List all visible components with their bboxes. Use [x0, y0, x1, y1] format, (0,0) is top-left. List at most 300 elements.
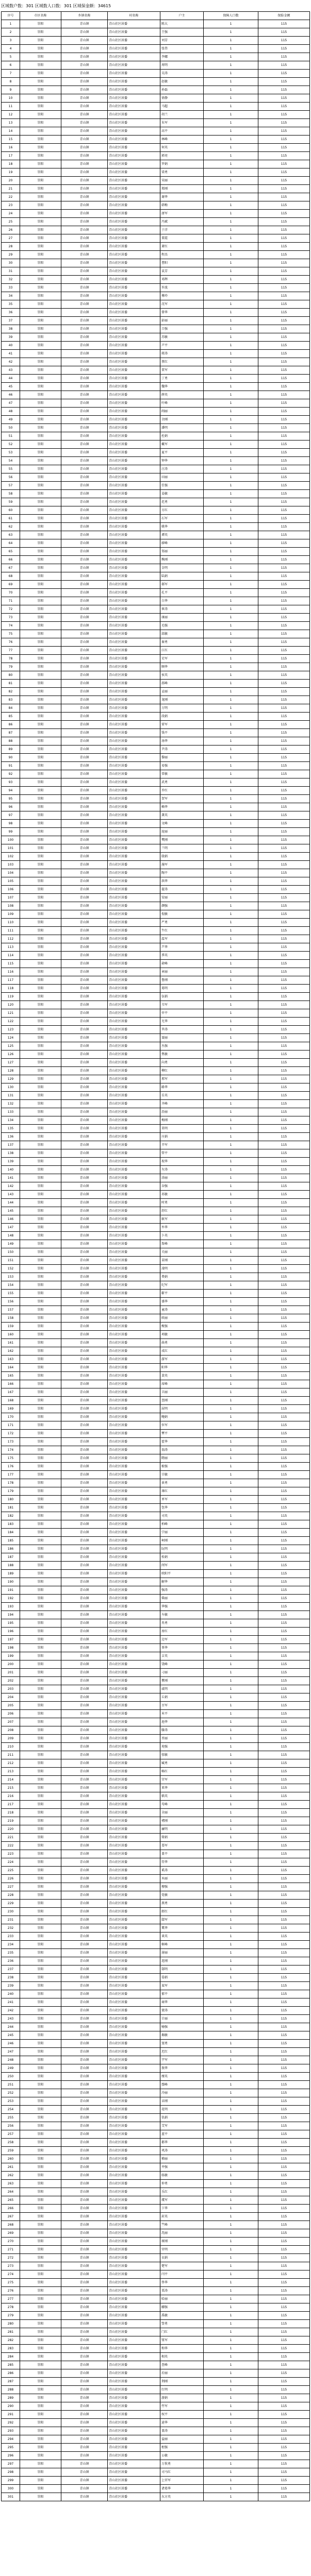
cell-city: 崇阳 — [20, 1636, 61, 1644]
cell-amount: 115 — [258, 572, 310, 581]
cell-insured-count: 1 — [204, 2064, 258, 2073]
table-row — [2, 2031, 310, 2040]
cell-village: 青山社区居委 — [108, 2262, 160, 2270]
cell-insured-count: 1 — [204, 1537, 258, 1545]
cell-amount: 115 — [258, 2369, 310, 2378]
cell-village: 青山社区居委 — [108, 581, 160, 589]
cell-city: 崇阳 — [20, 1141, 61, 1149]
cell-city: 崇阳 — [20, 2221, 61, 2229]
cell-insured-count: 1 — [204, 2081, 258, 2089]
cell-insured-count: 1 — [204, 1933, 258, 1941]
cell-town: 青山镇 — [61, 886, 108, 894]
table-row — [2, 795, 310, 803]
cell-village: 青山社区居委 — [108, 1265, 160, 1273]
cell-householder: 戚明 — [160, 1685, 204, 1693]
cell-amount: 115 — [258, 2361, 310, 2369]
cell-index: 248 — [2, 2056, 20, 2064]
cell-amount: 115 — [258, 1908, 310, 1916]
cell-village: 青山社区居委 — [108, 1001, 160, 1009]
cell-insured-count: 1 — [204, 317, 258, 325]
cell-householder: 稽丽 — [160, 2155, 204, 2163]
cell-town: 青山镇 — [61, 1586, 108, 1595]
cell-index: 279 — [2, 2312, 20, 2320]
cell-index: 166 — [2, 1380, 20, 1388]
cell-index: 12 — [2, 111, 20, 119]
cell-householder: 袁芳 — [160, 267, 204, 276]
cell-city: 崇阳 — [20, 1108, 61, 1116]
col-header-city: 市区名称 — [20, 12, 61, 20]
cell-insured-count: 1 — [204, 1133, 258, 1141]
cell-town: 青山镇 — [61, 737, 108, 745]
table-row — [2, 680, 310, 688]
cell-index: 195 — [2, 1619, 20, 1628]
cell-village: 青山社区居委 — [108, 251, 160, 259]
table-row — [2, 2394, 310, 2402]
cell-town: 青山镇 — [61, 2180, 108, 2188]
cell-town: 青山镇 — [61, 1487, 108, 1496]
table-row — [2, 605, 310, 614]
cell-index: 93 — [2, 778, 20, 787]
table-row — [2, 902, 310, 910]
table-row — [2, 1553, 310, 1562]
cell-householder: 阮明 — [160, 1545, 204, 1553]
table-row — [2, 1116, 310, 1125]
cell-insured-count: 1 — [204, 1224, 258, 1232]
cell-village: 青山社区居委 — [108, 1133, 160, 1141]
table-row — [2, 391, 310, 399]
cell-town: 青山镇 — [61, 2073, 108, 2081]
cell-index: 271 — [2, 2246, 20, 2254]
cell-insured-count: 1 — [204, 671, 258, 680]
cell-insured-count: 1 — [204, 1570, 258, 1578]
cell-index: 36 — [2, 309, 20, 317]
cell-town: 青山镇 — [61, 622, 108, 630]
cell-city: 崇阳 — [20, 1248, 61, 1257]
cell-village: 青山社区居委 — [108, 1479, 160, 1487]
cell-city: 崇阳 — [20, 680, 61, 688]
cell-index: 65 — [2, 548, 20, 556]
cell-householder: 鄢峰 — [160, 2081, 204, 2089]
cell-householder: 顾华 — [160, 663, 204, 671]
table-row — [2, 86, 310, 94]
cell-insured-count: 1 — [204, 1380, 258, 1388]
cell-insured-count: 1 — [204, 1355, 258, 1364]
cell-amount: 115 — [258, 2023, 310, 2031]
cell-householder: 谈英 — [160, 1933, 204, 1941]
cell-amount: 115 — [258, 2452, 310, 2460]
cell-village: 青山社区居委 — [108, 408, 160, 416]
cell-town: 青山镇 — [61, 853, 108, 861]
cell-amount: 115 — [258, 1949, 310, 1957]
table-row — [2, 2097, 310, 2106]
table-row — [2, 375, 310, 383]
cell-index: 59 — [2, 498, 20, 506]
cell-city: 崇阳 — [20, 78, 61, 86]
cell-city: 崇阳 — [20, 2229, 61, 2238]
table-row — [2, 424, 310, 432]
cell-village: 青山社区居委 — [108, 135, 160, 144]
cell-city: 崇阳 — [20, 2270, 61, 2279]
cell-town: 青山镇 — [61, 1792, 108, 1801]
cell-city: 崇阳 — [20, 1240, 61, 1248]
cell-amount: 115 — [258, 1628, 310, 1636]
cell-householder: 左涛 — [160, 1166, 204, 1174]
cell-town: 青山镇 — [61, 1388, 108, 1397]
cell-index: 285 — [2, 2361, 20, 2369]
cell-householder: 夏平 — [160, 449, 204, 457]
cell-village: 青山社区居委 — [108, 1009, 160, 1018]
table-row — [2, 968, 310, 976]
cell-insured-count: 1 — [204, 1191, 258, 1199]
cell-city: 崇阳 — [20, 2262, 61, 2270]
cell-householder: 盛华 — [160, 1298, 204, 1306]
cell-city: 崇阳 — [20, 572, 61, 581]
cell-city: 崇阳 — [20, 259, 61, 267]
table-row — [2, 1710, 310, 1718]
cell-amount: 115 — [258, 234, 310, 243]
cell-amount: 115 — [258, 201, 310, 210]
cell-amount: 115 — [258, 1529, 310, 1537]
cell-index: 48 — [2, 408, 20, 416]
cell-town: 青山镇 — [61, 1570, 108, 1578]
cell-householder: 段娟 — [160, 713, 204, 721]
cell-insured-count: 1 — [204, 449, 258, 457]
cell-town: 青山镇 — [61, 1801, 108, 1809]
cell-town: 青山镇 — [61, 1628, 108, 1636]
cell-amount: 115 — [258, 993, 310, 1001]
cell-index: 203 — [2, 1685, 20, 1693]
cell-city: 崇阳 — [20, 1496, 61, 1504]
cell-householder: 东方英 — [160, 2493, 204, 2501]
cell-amount: 115 — [258, 1108, 310, 1116]
cell-amount: 115 — [258, 1900, 310, 1908]
cell-amount: 115 — [258, 680, 310, 688]
cell-amount: 115 — [258, 1520, 310, 1529]
cell-city: 崇阳 — [20, 2040, 61, 2048]
cell-householder: 屈明 — [160, 1405, 204, 1413]
table-row — [2, 28, 310, 37]
cell-city: 崇阳 — [20, 1619, 61, 1628]
cell-insured-count: 1 — [204, 1141, 258, 1149]
cell-insured-count: 1 — [204, 1034, 258, 1042]
cell-insured-count: 1 — [204, 1421, 258, 1430]
cell-index: 180 — [2, 1496, 20, 1504]
cell-town: 青山镇 — [61, 243, 108, 251]
table-row — [2, 1405, 310, 1413]
cell-amount: 115 — [258, 160, 310, 168]
cell-index: 290 — [2, 2402, 20, 2411]
cell-index: 50 — [2, 424, 20, 432]
table-row — [2, 1957, 310, 1965]
cell-index: 242 — [2, 2007, 20, 2015]
cell-amount: 115 — [258, 1174, 310, 1182]
cell-village: 青山社区居委 — [108, 2007, 160, 2015]
cell-householder: 沿丽 — [160, 1108, 204, 1116]
cell-amount: 115 — [258, 2081, 310, 2089]
cell-city: 崇阳 — [20, 1479, 61, 1487]
cell-city: 崇阳 — [20, 1726, 61, 1735]
table-row — [2, 94, 310, 103]
cell-householder: 康丽 — [160, 614, 204, 622]
cell-index: 103 — [2, 861, 20, 869]
cell-city: 崇阳 — [20, 1265, 61, 1273]
cell-village: 青山社区居委 — [108, 119, 160, 127]
table-row — [2, 919, 310, 927]
cell-amount: 115 — [258, 1199, 310, 1207]
cell-village: 青山社区居委 — [108, 2097, 160, 2106]
cell-index: 171 — [2, 1421, 20, 1430]
table-row — [2, 1050, 310, 1059]
cell-index: 225 — [2, 1867, 20, 1875]
cell-city: 崇阳 — [20, 1982, 61, 1990]
cell-town: 青山镇 — [61, 1891, 108, 1900]
cell-index: 214 — [2, 1776, 20, 1784]
cell-insured-count: 1 — [204, 1215, 258, 1224]
cell-town: 青山镇 — [61, 473, 108, 482]
cell-index: 13 — [2, 119, 20, 127]
cell-index: 184 — [2, 1529, 20, 1537]
cell-householder: 甄强 — [160, 1323, 204, 1331]
table-row — [2, 317, 310, 325]
cell-city: 崇阳 — [20, 2419, 61, 2427]
cell-town: 青山镇 — [61, 1430, 108, 1438]
table-row — [2, 2287, 310, 2295]
cell-town: 青山镇 — [61, 2312, 108, 2320]
cell-index: 293 — [2, 2427, 20, 2435]
cell-city: 崇阳 — [20, 1125, 61, 1133]
cell-householder: 贾军 — [160, 366, 204, 375]
cell-index: 274 — [2, 2270, 20, 2279]
cell-village: 青山社区居委 — [108, 2477, 160, 2485]
cell-amount: 115 — [258, 2130, 310, 2139]
cell-insured-count: 1 — [204, 1842, 258, 1850]
cell-village: 青山社区居委 — [108, 2427, 160, 2435]
cell-town: 青山镇 — [61, 2213, 108, 2221]
cell-village: 青山社区居委 — [108, 1553, 160, 1562]
cell-index: 84 — [2, 704, 20, 713]
cell-city: 崇阳 — [20, 292, 61, 300]
cell-index: 232 — [2, 1924, 20, 1933]
cell-town: 青山镇 — [61, 267, 108, 276]
table-row — [2, 226, 310, 234]
cell-amount: 115 — [258, 1042, 310, 1050]
cell-amount: 115 — [258, 1471, 310, 1479]
cell-village: 青山社区居委 — [108, 1537, 160, 1545]
cell-index: 78 — [2, 655, 20, 663]
cell-householder: 霍华 — [160, 1438, 204, 1446]
cell-town: 青山镇 — [61, 1290, 108, 1298]
cell-town: 青山镇 — [61, 1380, 108, 1388]
cell-amount: 115 — [258, 1941, 310, 1949]
cell-householder: 陶平 — [160, 869, 204, 877]
cell-index: 188 — [2, 1562, 20, 1570]
cell-city: 崇阳 — [20, 251, 61, 259]
cell-insured-count: 1 — [204, 210, 258, 218]
cell-village: 青山社区居委 — [108, 1628, 160, 1636]
cell-householder: 杜娟 — [160, 432, 204, 440]
cell-village: 青山社区居委 — [108, 1726, 160, 1735]
cell-householder: 和华 — [160, 2345, 204, 2353]
table-row — [2, 408, 310, 416]
cell-index: 181 — [2, 1504, 20, 1512]
table-row — [2, 2468, 310, 2477]
cell-town: 青山镇 — [61, 877, 108, 886]
cell-town: 青山镇 — [61, 2378, 108, 2386]
cell-insured-count: 1 — [204, 2378, 258, 2386]
cell-village: 青山社区居委 — [108, 556, 160, 564]
cell-insured-count: 1 — [204, 267, 258, 276]
cell-city: 崇阳 — [20, 836, 61, 844]
cell-village: 青山社区居委 — [108, 1858, 160, 1867]
cell-city: 崇阳 — [20, 177, 61, 185]
cell-village: 青山社区居委 — [108, 1792, 160, 1801]
cell-householder: 钱平 — [160, 729, 204, 737]
table-row — [2, 1446, 310, 1454]
table-row — [2, 1290, 310, 1298]
cell-amount: 115 — [258, 2270, 310, 2279]
cell-insured-count: 1 — [204, 2444, 258, 2452]
cell-town: 青山镇 — [61, 2394, 108, 2402]
cell-amount: 115 — [258, 630, 310, 638]
cell-amount: 115 — [258, 1933, 310, 1941]
cell-insured-count: 1 — [204, 1809, 258, 1817]
cell-amount: 115 — [258, 1784, 310, 1792]
cell-amount: 115 — [258, 1570, 310, 1578]
cell-village: 青山社区居委 — [108, 2205, 160, 2213]
cell-town: 青山镇 — [61, 2147, 108, 2155]
table-row — [2, 622, 310, 630]
cell-index: 226 — [2, 1875, 20, 1883]
cell-index: 229 — [2, 1900, 20, 1908]
cell-city: 崇阳 — [20, 1842, 61, 1850]
cell-index: 172 — [2, 1430, 20, 1438]
cell-city: 崇阳 — [20, 1553, 61, 1562]
cell-town: 青山镇 — [61, 86, 108, 94]
cell-city: 崇阳 — [20, 1158, 61, 1166]
cell-insured-count: 1 — [204, 2097, 258, 2106]
cell-city: 崇阳 — [20, 226, 61, 234]
table-row — [2, 2295, 310, 2303]
cell-insured-count: 1 — [204, 1009, 258, 1018]
cell-town: 青山镇 — [61, 655, 108, 663]
cell-index: 106 — [2, 886, 20, 894]
cell-insured-count: 1 — [204, 251, 258, 259]
cell-city: 崇阳 — [20, 2402, 61, 2411]
cell-amount: 115 — [258, 853, 310, 861]
cell-town: 青山镇 — [61, 1355, 108, 1364]
cell-town: 青山镇 — [61, 333, 108, 342]
cell-city: 崇阳 — [20, 1520, 61, 1529]
cell-index: 236 — [2, 1957, 20, 1965]
cell-householder: 覃平 — [160, 1430, 204, 1438]
cell-town: 青山镇 — [61, 482, 108, 490]
cell-insured-count: 1 — [204, 2048, 258, 2056]
cell-amount: 115 — [258, 1792, 310, 1801]
cell-householder: 范勇 — [160, 498, 204, 506]
cell-town: 青山镇 — [61, 1957, 108, 1965]
table-row — [2, 745, 310, 754]
cell-insured-count: 1 — [204, 1116, 258, 1125]
cell-village: 青山社区居委 — [108, 2031, 160, 2040]
cell-city: 崇阳 — [20, 1323, 61, 1331]
cell-amount: 115 — [258, 1660, 310, 1669]
cell-village: 青山社区居委 — [108, 1949, 160, 1957]
cell-householder: 高平 — [160, 127, 204, 135]
cell-insured-count: 1 — [204, 1388, 258, 1397]
cell-insured-count: 1 — [204, 1454, 258, 1463]
table-row — [2, 1842, 310, 1850]
cell-amount: 115 — [258, 2172, 310, 2180]
cell-town: 青山镇 — [61, 1496, 108, 1504]
cell-householder: 丛强 — [160, 1042, 204, 1050]
table-row — [2, 1504, 310, 1512]
cell-householder: 武勇 — [160, 778, 204, 787]
cell-town: 青山镇 — [61, 795, 108, 803]
cell-insured-count: 1 — [204, 243, 258, 251]
cell-amount: 115 — [258, 1693, 310, 1702]
cell-insured-count: 1 — [204, 1487, 258, 1496]
cell-town: 青山镇 — [61, 1240, 108, 1248]
cell-householder: 柳红 — [160, 1067, 204, 1075]
cell-index: 163 — [2, 1355, 20, 1364]
cell-index: 243 — [2, 2015, 20, 2023]
cell-amount: 115 — [258, 2213, 310, 2221]
cell-householder: 时勇 — [160, 1199, 204, 1207]
cell-city: 崇阳 — [20, 2254, 61, 2262]
table-row — [2, 1875, 310, 1883]
cell-index: 49 — [2, 416, 20, 424]
cell-city: 崇阳 — [20, 1537, 61, 1545]
cell-householder: 邬敏 — [160, 1751, 204, 1759]
cell-village: 青山社区居委 — [108, 745, 160, 754]
cell-amount: 115 — [258, 37, 310, 45]
cell-town: 青山镇 — [61, 564, 108, 572]
cell-amount: 115 — [258, 1191, 310, 1199]
cell-town: 青山镇 — [61, 811, 108, 820]
cell-city: 崇阳 — [20, 952, 61, 960]
cell-householder: 田丽 — [160, 473, 204, 482]
cell-insured-count: 1 — [204, 358, 258, 366]
cell-index: 289 — [2, 2394, 20, 2402]
col-header-insured-count: 保障人口数 — [204, 12, 258, 20]
cell-amount: 115 — [258, 300, 310, 309]
cell-index: 186 — [2, 1545, 20, 1553]
cell-village: 青山社区居委 — [108, 787, 160, 795]
cell-index: 168 — [2, 1397, 20, 1405]
cell-insured-count: 1 — [204, 1611, 258, 1619]
cell-town: 青山镇 — [61, 457, 108, 465]
cell-city: 崇阳 — [20, 416, 61, 424]
cell-insured-count: 1 — [204, 1718, 258, 1726]
cell-insured-count: 1 — [204, 1685, 258, 1693]
cell-amount: 115 — [258, 523, 310, 531]
cell-householder: 章丽 — [160, 968, 204, 976]
cell-village: 青山社区居委 — [108, 2040, 160, 2048]
cell-city: 崇阳 — [20, 2155, 61, 2163]
cell-insured-count: 1 — [204, 795, 258, 803]
table-row — [2, 1562, 310, 1570]
cell-index: 254 — [2, 2106, 20, 2114]
cell-village: 青山社区居委 — [108, 1652, 160, 1660]
cell-village: 青山社区居委 — [108, 1520, 160, 1529]
cell-insured-count: 1 — [204, 1248, 258, 1257]
cell-householder: 苑强 — [160, 1743, 204, 1751]
cell-amount: 115 — [258, 2336, 310, 2345]
cell-amount: 115 — [258, 243, 310, 251]
cell-insured-count: 1 — [204, 2270, 258, 2279]
cell-town: 青山镇 — [61, 490, 108, 498]
cell-insured-count: 1 — [204, 506, 258, 515]
